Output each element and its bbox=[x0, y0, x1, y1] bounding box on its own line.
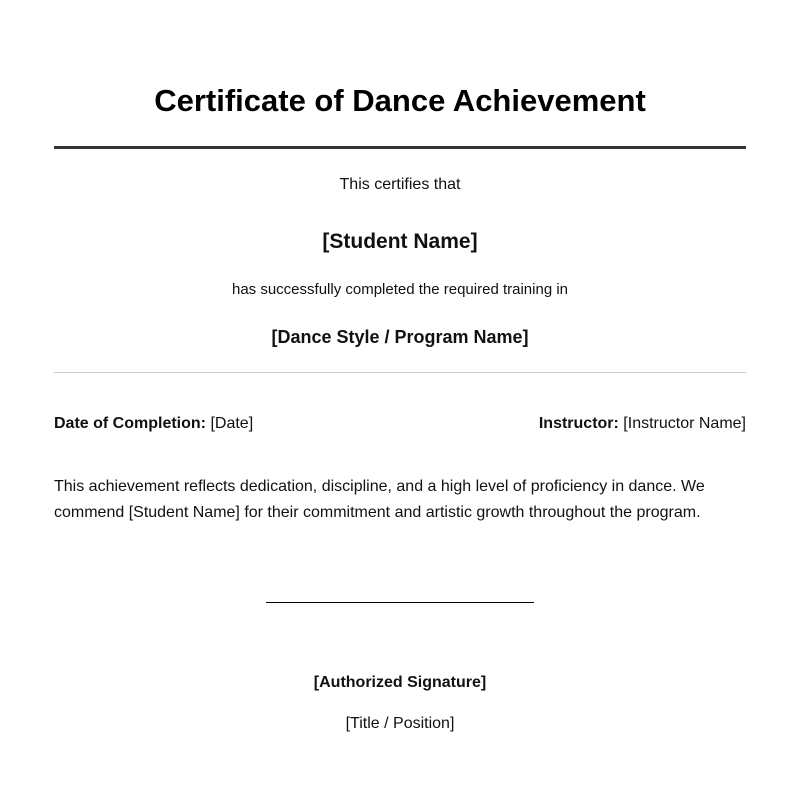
date-value: [Date] bbox=[210, 415, 254, 432]
section-divider bbox=[54, 372, 746, 373]
certifies-text: This certifies that bbox=[339, 176, 461, 193]
details-row bbox=[54, 414, 746, 434]
instructor bbox=[539, 414, 746, 434]
signer-title: [Title / Position] bbox=[345, 715, 455, 732]
date-of-completion bbox=[54, 414, 253, 434]
date-label: Date of Completion: bbox=[54, 415, 206, 432]
certificate-title: Certificate of Dance Achievement bbox=[154, 83, 646, 118]
authorized-signature: [Authorized Signature] bbox=[313, 674, 487, 691]
certificate-page bbox=[54, 0, 746, 807]
instructor-label: Instructor: bbox=[538, 415, 619, 432]
achievement-paragraph: This achievement reflects dedication, discipline, and a high level of proficiency in dance. We commend [Student Name] for their commitment and artistic growth throughout the program. bbox=[54, 478, 705, 521]
student-name: [Student Name] bbox=[322, 230, 478, 253]
signature-line bbox=[266, 602, 534, 603]
program-name: [Dance Style / Program Name] bbox=[271, 327, 529, 347]
instructor-value: [Instructor Name] bbox=[623, 415, 746, 432]
title-divider bbox=[54, 146, 746, 149]
completed-text: has successfully completed the required training in bbox=[231, 281, 568, 298]
